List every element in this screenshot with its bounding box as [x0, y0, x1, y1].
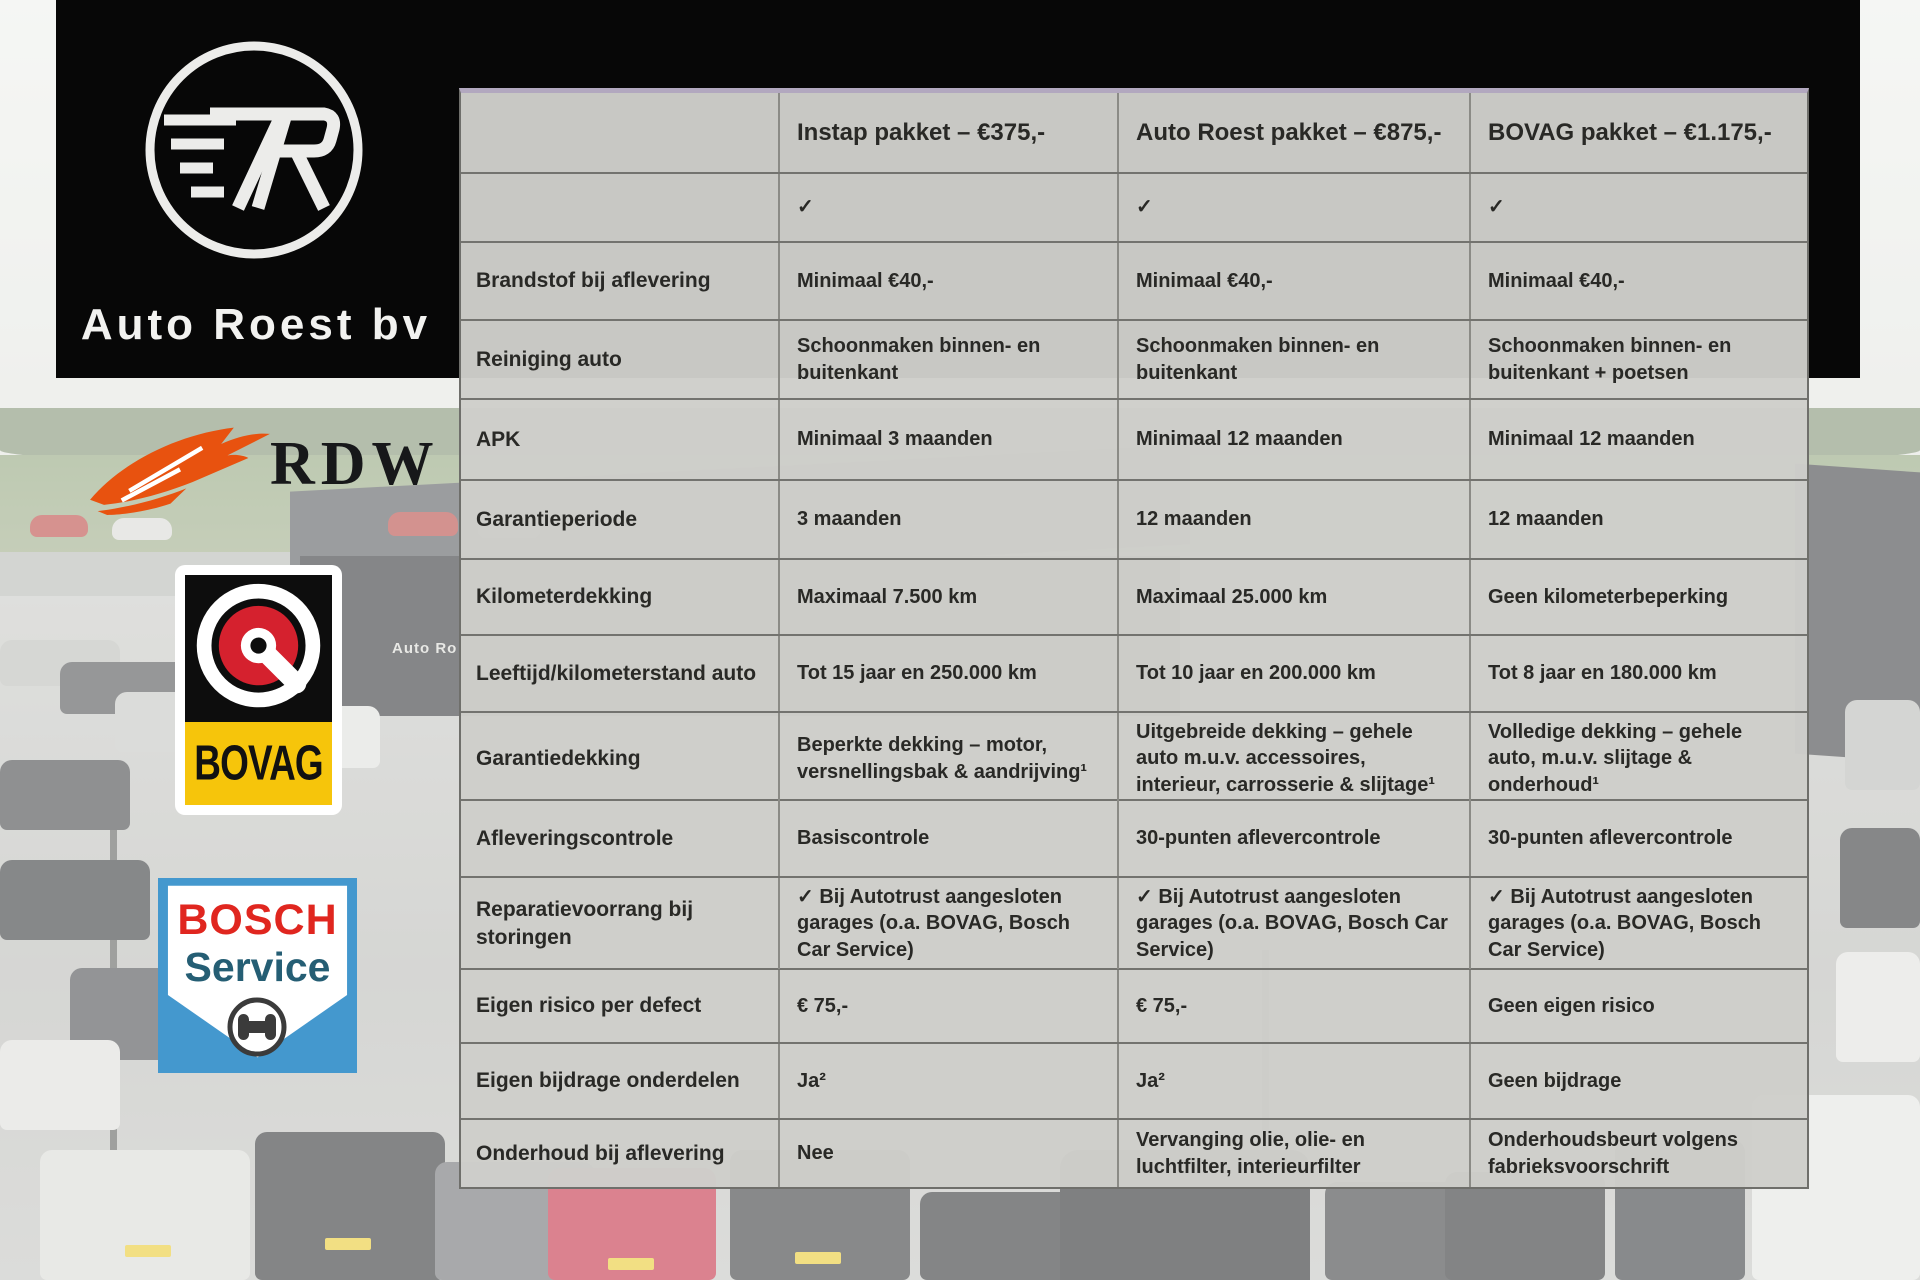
cell: Volledige dekking – gehele auto, m.u.v. slijtage & onderhoud¹: [1469, 713, 1807, 804]
cell: Ja²: [1117, 1044, 1469, 1118]
cell: 3 maanden: [778, 481, 1117, 558]
row-label: Afleveringscontrole: [476, 826, 674, 850]
cell: Beperkte dekking – motor, versnellingsbak & aandrijving¹: [778, 713, 1117, 804]
table-row-onderhoud: [461, 1120, 1807, 1187]
table-row-kilometerdekking: [461, 560, 1807, 636]
cell: Tot 10 jaar en 200.000 km: [1117, 636, 1469, 711]
cell: € 75,-: [778, 970, 1117, 1042]
package-comparison-table: [459, 88, 1809, 1189]
cell: Schoonmaken binnen- en buitenkant + poetsen: [1469, 321, 1807, 398]
auto-roest-logo-icon: [134, 30, 374, 270]
row-label: Garantieperiode: [476, 507, 638, 531]
row-label: APK: [476, 427, 521, 451]
bovag-quality-icon: [185, 575, 332, 722]
cell: Geen eigen risico: [1469, 970, 1807, 1042]
cell: Tot 8 jaar en 180.000 km: [1469, 636, 1807, 711]
bosch-armature-icon: [224, 994, 290, 1065]
building-sign: Auto Ro: [392, 640, 458, 657]
cell: Nee: [778, 1120, 1117, 1187]
cell: Geen kilometerbeperking: [1469, 560, 1807, 634]
bovag-banner: [185, 722, 332, 805]
row-label: [461, 174, 778, 241]
table-row-reparatievoorrang: [461, 878, 1807, 970]
row-label: Kilometerdekking: [476, 585, 653, 609]
header-instap-pakket: Instap pakket – €375,-: [778, 93, 1117, 172]
row-label: Garantiedekking: [476, 746, 641, 770]
cell: Vervanging olie, olie- en luchtfilter, interieurfilter: [1117, 1120, 1469, 1187]
cell: € 75,-: [1117, 970, 1469, 1042]
table-row-garantieperiode: [461, 481, 1807, 560]
row-label: Brandstof bij aflevering: [476, 269, 711, 293]
cell: 30-punten aflevercontrole: [1469, 801, 1807, 876]
cell: Minimaal €40,-: [1469, 243, 1807, 319]
cell: 30-punten aflevercontrole: [1117, 801, 1469, 876]
table-row-apk: [461, 400, 1807, 481]
cell: Maximaal 25.000 km: [1117, 560, 1469, 634]
rdw-eagle-icon: [85, 415, 275, 525]
row-label: Eigen bijdrage onderdelen: [476, 1069, 740, 1093]
bosch-service-logo: [158, 878, 357, 1073]
cell: Minimaal 12 maanden: [1469, 400, 1807, 479]
check-cell: ✓: [1117, 174, 1469, 241]
header-cell: [461, 93, 778, 172]
bosch-wordmark: BOSCH: [177, 896, 338, 944]
cell: ✓ Bij Autotrust aangesloten garages (o.a. BOVAG, Bosch Car Service): [1469, 878, 1807, 969]
brand-name: Auto Roest bv: [80, 300, 432, 349]
rdw-wordmark: RDW: [270, 430, 440, 498]
header-auto-roest-pakket: Auto Roest pakket – €875,-: [1117, 93, 1469, 172]
bovag-logo: [175, 565, 342, 815]
cell: Ja²: [778, 1044, 1117, 1118]
cell: Onderhoudsbeurt volgens fabrieksvoorschrift: [1469, 1120, 1807, 1187]
table-row-afleveringscontrole: [461, 801, 1807, 878]
cell: 12 maanden: [1469, 481, 1807, 558]
table-row-eigen-risico: [461, 970, 1807, 1044]
row-label: Leeftijd/kilometerstand auto: [476, 661, 757, 685]
header-bovag-pakket: BOVAG pakket – €1.175,-: [1469, 93, 1807, 172]
cell: Tot 15 jaar en 250.000 km: [778, 636, 1117, 711]
cell: Uitgebreide dekking – gehele auto m.u.v. accessoires, interieur, carrosserie & slijtage¹: [1117, 713, 1469, 804]
table-row-included: [461, 174, 1807, 243]
cell: Minimaal €40,-: [778, 243, 1117, 319]
table-row-garantiedekking: [461, 713, 1807, 801]
check-cell: ✓: [778, 174, 1117, 241]
cell: Maximaal 7.500 km: [778, 560, 1117, 634]
row-label: Onderhoud bij aflevering: [476, 1141, 725, 1165]
bovag-mark: [185, 575, 332, 722]
bovag-wordmark: BOVAG: [194, 735, 323, 791]
monogram-7r-icon: [134, 30, 374, 270]
cell: 12 maanden: [1117, 481, 1469, 558]
table-row-brandstof: [461, 243, 1807, 321]
cell: Schoonmaken binnen- en buitenkant: [1117, 321, 1469, 398]
row-label: Reiniging auto: [476, 347, 622, 371]
row-label: Reparatievoorrang bij storingen: [476, 897, 694, 949]
cell: Geen bijdrage: [1469, 1044, 1807, 1118]
cell: Minimaal 3 maanden: [778, 400, 1117, 479]
cell: Schoonmaken binnen- en buitenkant: [778, 321, 1117, 398]
cell: Minimaal 12 maanden: [1117, 400, 1469, 479]
table-row-reiniging: [461, 321, 1807, 400]
cell: Basiscontrole: [778, 801, 1117, 876]
cell: ✓ Bij Autotrust aangesloten garages (o.a. BOVAG, Bosch Car Service): [778, 878, 1117, 969]
table-header-row: [461, 93, 1807, 174]
rdw-logo: [85, 415, 440, 525]
bosch-service-wordmark: Service: [184, 944, 331, 990]
row-label: Eigen risico per defect: [476, 994, 702, 1018]
table-row-leeftijd: [461, 636, 1807, 713]
check-cell: ✓: [1469, 174, 1807, 241]
table-row-eigen-bijdrage: [461, 1044, 1807, 1120]
cell: ✓ Bij Autotrust aangesloten garages (o.a. BOVAG, Bosch Car Service): [1117, 878, 1469, 969]
cell: Minimaal €40,-: [1117, 243, 1469, 319]
